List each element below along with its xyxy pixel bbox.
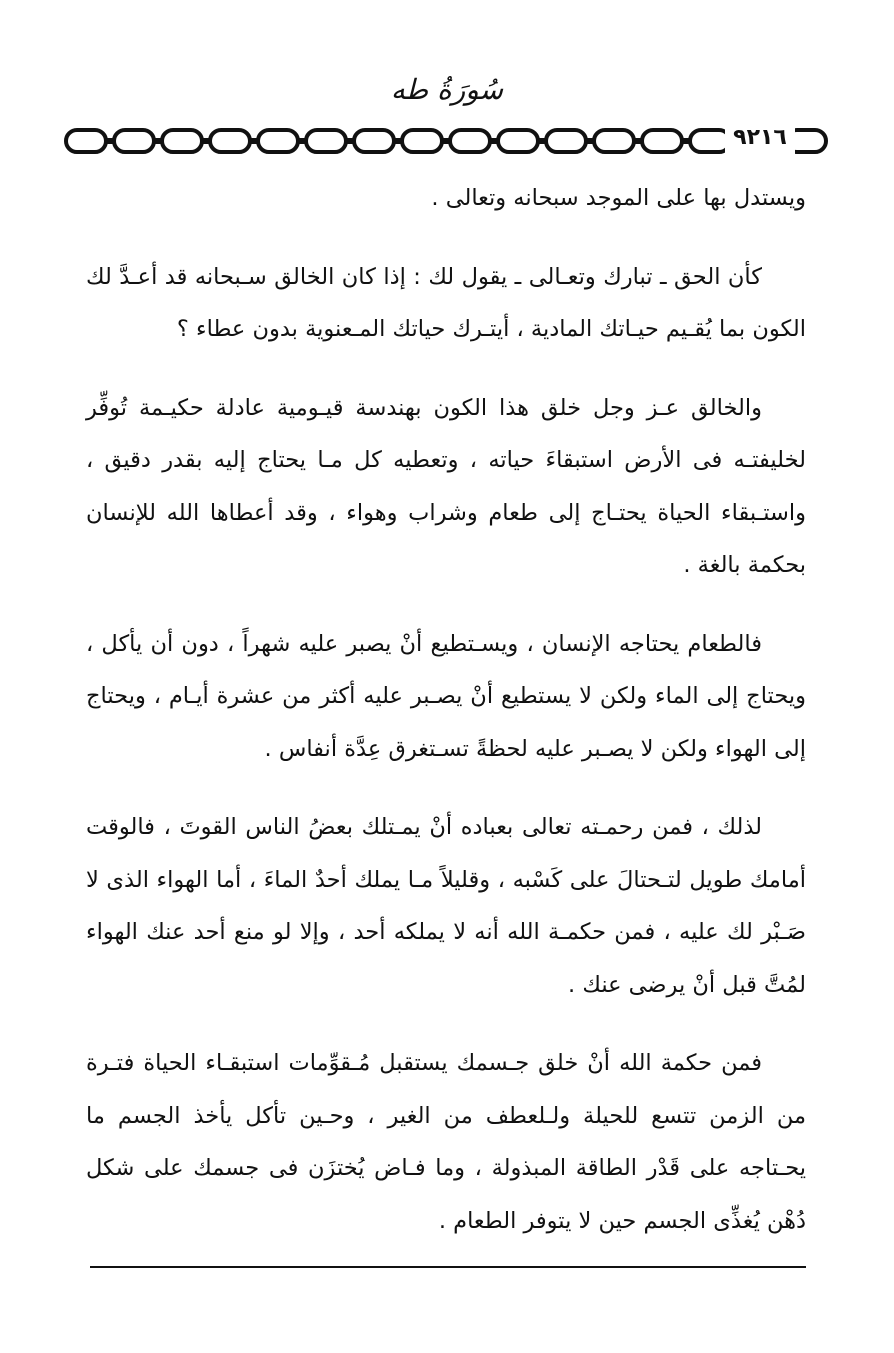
page-number: ٩٢١٦ xyxy=(725,122,795,154)
paragraph: فالطعام يحتاجه الإنسان ، ويسـتطيع أنْ يصبر عليه شهراً ، دون أن يأكل ، ويحتاج إلى الماء ولكن لا يستطيع أنْ يصـبر عليه أكثر من عشرة أيـام ، ويحتاج إلى الهواء ولكن لا يصـبر عليه لحظةً تسـتغرق عِدَّة أنفاس . xyxy=(86,630,806,762)
paragraph: كأن الحق ـ تبارك وتعـالى ـ يقول لك : إذا كان الخالق سـبحانه قد أعـدَّ لك الكون بما يُقـيم حيـاتك المادية ، أيتـرك حياتك المـعنوية بدون عطاء ؟ xyxy=(86,263,806,342)
footer-divider xyxy=(90,1266,806,1268)
paragraph: ويستدل بها على الموجد سبحانه وتعالى . xyxy=(431,185,806,211)
ornament-divider xyxy=(64,124,830,158)
paragraph: فمن حكمة الله أنْ خلق جـسمك يستقبل مُـقوِّمات استبقـاء الحياة فتـرة من الزمن تتسع للحيلة ولـلعطف من الغير ، وحـين تأكل يأخذ الجسم ما يحـتاجه على قَدْر الطاقة المبذولة ، وما فـاض يُختزَن فى جسمك على شكل دُهْن يُغذِّى الجسم حين لا يتوفر الطعام . xyxy=(86,1050,806,1234)
chain-ornament-icon xyxy=(64,124,830,158)
paragraph: لذلك ، فمن رحمـته تعالى بعباده أنْ يمـتلك بعضُ الناس القوتَ ، فالوقت أمامك طويل لتـحتالَ على كَسْبه ، وقليلاً مـا يملك أحدٌ الماءَ ، أما الهواء الذى لا صَـبْر لك عليه ، فمن حكمـة الله أنه لا يملكه أحد ، وإلا لو منع أحد عنك الهواء لمُتَّ قبل أنْ يرضى عنك . xyxy=(86,814,806,998)
page-body xyxy=(86,172,806,1273)
paragraph: والخالق عـز وجل خلق هذا الكون بهندسة قيـومية عادلة حكيـمة تُوفِّر لخليفتـه فى الأرض استبقاءَ حياته ، وتعطيه كل مـا يحتاج إليه بقدر دقيق ، واستـبقاء الحياة يحتـاج إلى طعام وشراب وهواء ، وقد أعطاها الله للإنسان بحكمة بالغة . xyxy=(86,394,806,578)
surah-title: سُورَةُ طه xyxy=(390,73,504,106)
